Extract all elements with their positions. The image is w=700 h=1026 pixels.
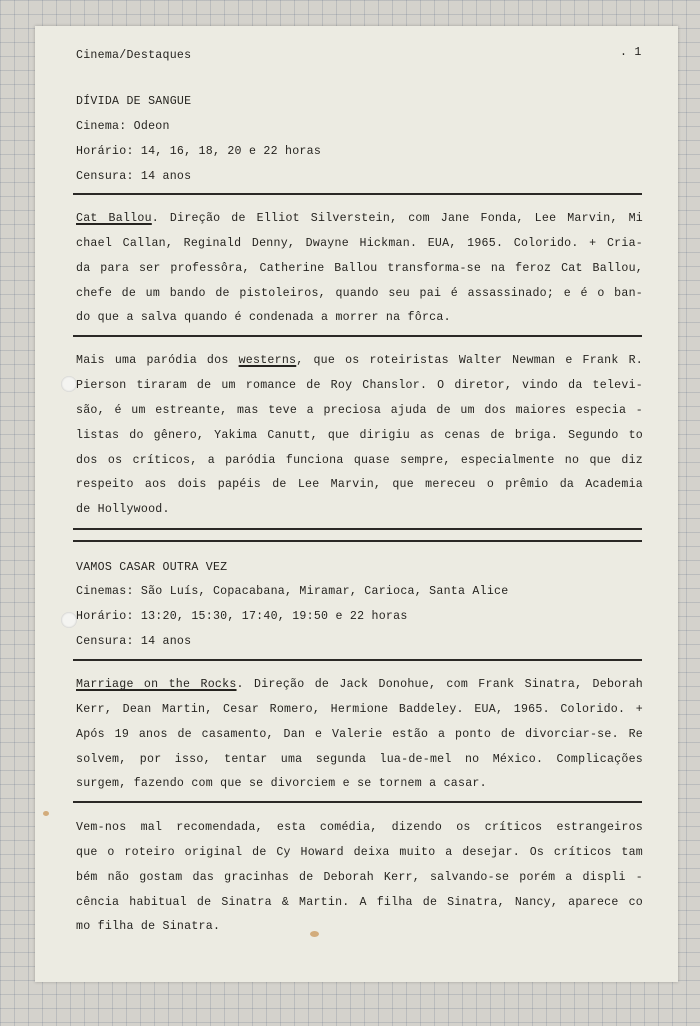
divider (73, 193, 642, 195)
credits-line: chefe de um bando de pistoleiros, quando seu pai é assassinado; e é o ban- (76, 287, 643, 300)
review-line: bém não gostam das gracinhas de Deborah Kerr, salvando-se porém a displi - (76, 871, 643, 884)
original-title: Marriage on the Rocks (76, 678, 237, 691)
review-line: respeito aos dois papéis de Lee Marvin, que mereceu o prêmio da Academia (76, 478, 643, 491)
credits-line: Marriage on the Rocks. Direção de Jack Donohue, com Frank Sinatra, Deborah (76, 678, 643, 691)
censorship-line: Censura: 14 anos (76, 170, 192, 183)
ink-stain (43, 811, 49, 816)
punch-hole-bottom (61, 612, 77, 628)
schedule-line: Horário: 13:20, 15:30, 17:40, 19:50 e 22 horas (76, 610, 408, 623)
ink-stain (310, 931, 319, 937)
underlined-word: westerns (238, 354, 297, 367)
cinema-line: Cinema: Odeon (76, 120, 170, 133)
review-line: Mais uma paródia dos westerns, que os roteiristas Walter Newman e Frank R. (76, 354, 643, 367)
censorship-line: Censura: 14 anos (76, 635, 192, 648)
typewritten-page (35, 26, 678, 982)
original-title: Cat Ballou (76, 212, 152, 225)
review-line: mo filha de Sinatra. (76, 920, 221, 933)
credits-line: surgem, fazendo com que se divorciem e se tornem a casar. (76, 777, 487, 790)
punch-hole-top (61, 376, 77, 392)
section-label: Cinema/Destaques (76, 49, 192, 62)
divider (73, 659, 642, 661)
divider (73, 801, 642, 803)
divider (73, 540, 642, 542)
divider (73, 335, 642, 337)
credits-line: Cat Ballou. Direção de Elliot Silverstein, com Jane Fonda, Lee Marvin, Mi (76, 212, 643, 225)
credits-line: chael Callan, Reginald Denny, Dwayne Hickman. EUA, 1965. Colorido. + Cria- (76, 237, 643, 250)
credits-line: do que a salva quando é condenada a morrer na fôrca. (76, 311, 451, 324)
review-line: cência habitual de Sinatra & Martin. A filha de Sinatra, Nancy, aparece co (76, 896, 643, 909)
cinema-line: Cinemas: São Luís, Copacabana, Miramar, Carioca, Santa Alice (76, 585, 509, 598)
film-title: DÍVIDA DE SANGUE (76, 95, 192, 108)
credits-line: da para ser professôra, Catherine Ballou transforma-se na feroz Cat Ballou, (76, 262, 643, 275)
page-number: . 1 (620, 46, 642, 59)
review-line: listas do gênero, Yakima Canutt, que dirigiu as cenas de briga. Segundo to (76, 429, 643, 442)
divider (73, 528, 642, 530)
credits-line: Após 19 anos de casamento, Dan e Valerie estão a ponto de divorciar-se. Re (76, 728, 643, 741)
review-line: Pierson tiraram de um romance de Roy Chanslor. O diretor, vindo da televi- (76, 379, 643, 392)
review-line: de Hollywood. (76, 503, 170, 516)
review-line: que o roteiro original de Cy Howard deixa muito a desejar. Os críticos tam (76, 846, 643, 859)
review-line: Vem-nos mal recomendada, esta comédia, dizendo os críticos estrangeiros (76, 821, 643, 834)
review-line: são, é um estreante, mas teve a preciosa ajuda de um dos maiores especia - (76, 404, 643, 417)
film-title: VAMOS CASAR OUTRA VEZ (76, 561, 228, 574)
review-line: dos os críticos, a paródia funciona quase sempre, especialmente no que diz (76, 454, 643, 467)
credits-line: solvem, por isso, tentar uma segunda lua-de-mel no México. Complicações (76, 753, 643, 766)
credits-line: Kerr, Dean Martin, Cesar Romero, Hermione Baddeley. EUA, 1965. Colorido. + (76, 703, 643, 716)
schedule-line: Horário: 14, 16, 18, 20 e 22 horas (76, 145, 322, 158)
